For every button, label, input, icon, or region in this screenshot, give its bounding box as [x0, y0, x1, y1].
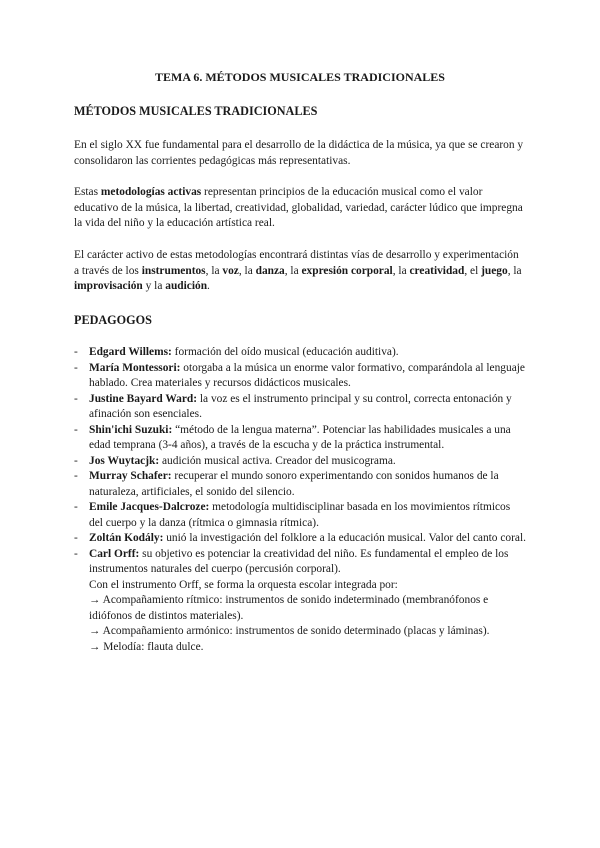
pedagogo-name: Justine Bayard Ward: — [89, 392, 198, 405]
orff-armonico: → Acompañamiento armónico: instrumentos de sonido determinado (placas y láminas). — [89, 625, 490, 637]
pedagogo-desc: metodología multidisciplinar basada en los movimientos rítmicos del cuerpo y la danza (rítmica o gimnasia rítmica). — [89, 501, 511, 529]
para2-bold-1: metodologías activas — [100, 186, 202, 198]
section-heading-metodos: MÉTODOS MUSICALES TRADICIONALES — [74, 104, 318, 118]
pedagogo-name: María Montessori: — [89, 361, 181, 374]
para3-bold-expresion: expresión corporal — [301, 264, 393, 277]
para3-text-2: , la — [205, 264, 223, 277]
pedagogo-desc: “método de la lengua materna”. Potenciar las habilidades musicales a una edad temprana (3-4 años), a través de la escucha y de la práctica instrumental. — [89, 423, 511, 451]
para2-text-2: representan principios de la educación musical como el valor educativo de la música, la libertad, creatividad, globalidad, variedad, carácter lúdico que impregna la vida del niño y la educación artística real. — [74, 186, 523, 229]
list-item — [74, 454, 526, 470]
para3-bold-danza: danza — [255, 264, 285, 277]
list-dash: - — [74, 470, 78, 482]
list-item — [74, 547, 526, 656]
para3-text-1: El carácter activo de estas metodologías encontrará distintas vías de desarrollo y experimentación a través de los — [74, 249, 519, 277]
pedagogo-desc: su objetivo es potenciar la creatividad del niño. Es fundamental el empleo de los instrumentos naturales del cuerpo (percusión corporal). — [89, 547, 509, 575]
list-dash: - — [74, 392, 78, 405]
list-dash: - — [74, 532, 78, 544]
para3-text-5: , la — [392, 264, 410, 277]
pedagogo-desc: la voz es el instrumento principal y su control, correcta entonación y afinación son esenciales. — [89, 392, 512, 420]
section-heading-pedagogos: PEDAGOGOS — [74, 313, 152, 327]
pedagogo-desc: unió la investigación del folklore a la educación musical. Valor del canto coral. — [163, 532, 526, 544]
para3-text-4: , la — [284, 264, 302, 277]
para3-text-9: . — [207, 280, 210, 292]
pedagogo-name: Edgard Willems: — [89, 346, 172, 358]
pedagogo-name: Carl Orff: — [89, 547, 140, 560]
list-dash: - — [74, 454, 78, 467]
paragraph-caracter-activo — [74, 248, 524, 295]
pedagogo-desc: recuperar el mundo sonoro experimentando con sonidos humanos de la naturaleza, artificiales, el sonido del silencio. — [89, 470, 499, 498]
pedagogo-desc: otorgaba a la música un enorme valor formativo, comparándola al lenguaje hablado. Crea materiales y recursos didácticos musicales. — [89, 361, 525, 389]
list-item — [74, 345, 526, 361]
para3-bold-creatividad: creatividad — [409, 264, 465, 277]
orff-melodia: → Melodía: flauta dulce. — [89, 640, 204, 653]
list-dash: - — [74, 423, 78, 436]
pedagogo-name: Emile Jacques-Dalcroze: — [89, 501, 210, 513]
list-item — [74, 423, 526, 454]
list-dash: - — [74, 346, 78, 358]
list-item — [74, 392, 526, 423]
list-dash: - — [74, 547, 78, 560]
para3-bold-audicion: audición — [165, 280, 208, 292]
orff-ritmico: → Acompañamiento rítmico: instrumentos de sonido indeterminado (membranófonos e idiófonos de distintos materiales). — [89, 594, 489, 622]
document-title: TEMA 6. MÉTODOS MUSICALES TRADICIONALES — [155, 70, 445, 84]
para2-text-1: Estas — [74, 186, 101, 198]
para3-bold-juego: juego — [481, 264, 508, 277]
para3-bold-improvisacion: improvisación — [74, 280, 143, 292]
paragraph-metodologias — [74, 185, 524, 232]
pedagogo-desc: formación del oído musical (educación auditiva). — [171, 346, 399, 358]
pedagogo-name: Shin'ichi Suzuki: — [89, 423, 173, 436]
list-item — [74, 361, 526, 392]
list-item — [74, 500, 526, 531]
pedagogo-name: Murray Schafer: — [89, 470, 172, 482]
para3-bold-voz: voz — [222, 264, 239, 277]
para3-text-6: , el — [464, 264, 482, 277]
list-dash: - — [74, 361, 78, 374]
para3-text-3: , la — [238, 264, 256, 277]
para3-text-7: , la — [507, 264, 522, 277]
orff-intro: Con el instrumento Orff, se forma la orquesta escolar integrada por: — [89, 578, 398, 591]
list-item — [74, 469, 526, 500]
list-dash: - — [74, 501, 78, 513]
pedagogo-name: Jos Wuytacjk: — [89, 454, 160, 467]
paragraph-intro: En el siglo XX fue fundamental para el desarrollo de la didáctica de la música, ya que se crearon y consolidaron las corrientes pedagógicas más representativas. — [74, 139, 524, 167]
pedagogo-name: Zoltán Kodály: — [89, 532, 164, 544]
para3-bold-instrumentos: instrumentos — [141, 264, 206, 277]
pedagogo-desc: audición musical activa. Creador del musicograma. — [159, 454, 396, 467]
pedagogos-list — [74, 345, 526, 655]
para3-text-8: y la — [142, 280, 166, 292]
list-item — [74, 531, 526, 547]
